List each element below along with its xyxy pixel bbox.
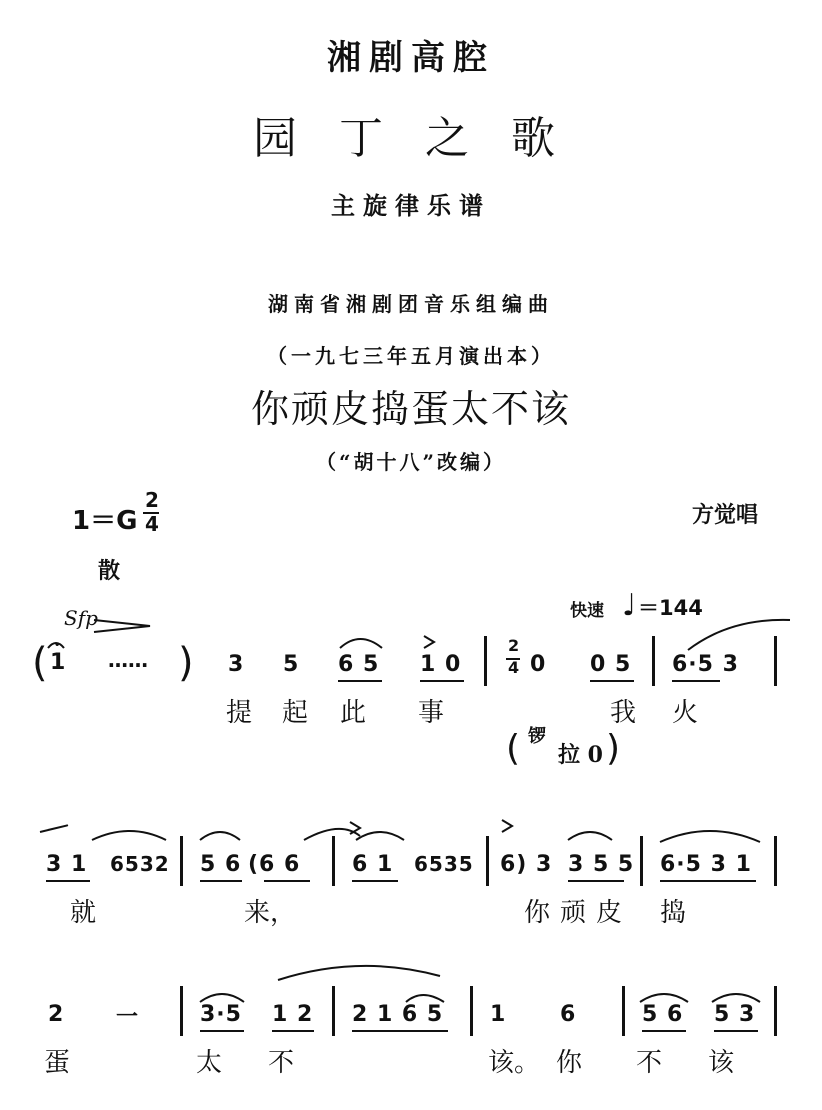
note-6532: 6532 [110, 852, 170, 876]
lyric-char: 我 [610, 698, 637, 728]
lyric-char: 提 [226, 698, 253, 728]
lyric-char: 该。 [488, 1048, 541, 1078]
key-signature: 1＝G [72, 506, 138, 536]
dash-extension: 一 [116, 1005, 140, 1030]
lyric-char: 捣 [660, 898, 687, 928]
beam-line [660, 880, 756, 882]
note-6-3: 6) 3 [500, 852, 553, 877]
gong-label: 锣 [528, 726, 546, 747]
note-3-5-5: 3 5 5 [568, 852, 635, 877]
beam-line [46, 880, 90, 882]
lyric-char: 此 [340, 698, 367, 728]
bar-line [484, 636, 487, 686]
lyric-char: 你 [524, 898, 551, 928]
dynamics-mark: Sfp [64, 606, 98, 630]
beam-line [264, 880, 310, 882]
instrument-bracket-close: ) [606, 728, 621, 769]
bar-line [180, 836, 183, 886]
high-octave-dot: • [54, 640, 61, 651]
time-signature-top: 2 [145, 488, 159, 512]
continuation-dots: …… [108, 648, 148, 672]
lyric-char: 顽 [560, 898, 587, 928]
held-note: 1 [50, 650, 67, 675]
subtitle: 主旋律乐谱 [331, 191, 491, 220]
lyric-char: 皮 [596, 898, 623, 928]
bar-line [774, 836, 777, 886]
lyric-char: 起 [282, 698, 309, 728]
beam-line [672, 680, 720, 682]
note-6535: 6535 [414, 852, 474, 876]
edition-note: （一九七三年五月演出本） [267, 344, 555, 368]
bar-line [652, 636, 655, 686]
beam-line [590, 680, 634, 682]
beam-line [352, 1030, 448, 1032]
beam-line [352, 880, 398, 882]
bar-line [332, 986, 335, 1036]
page-title: 园 丁 之 歌 [253, 113, 569, 164]
beam-line [272, 1030, 314, 1032]
note-5-3: 5 3 [714, 1002, 756, 1027]
note-3-5: 3·5 [200, 1002, 242, 1027]
note-3: 3 [228, 652, 245, 677]
lyric-char: 太 [196, 1048, 223, 1078]
bar-line [180, 986, 183, 1036]
beam-line [568, 880, 624, 882]
bar-line [774, 636, 777, 686]
note-3-1: 3 1 [46, 852, 88, 877]
lyric-char: 该 [708, 1048, 735, 1078]
beam-line [200, 880, 242, 882]
lyric-char: 来， [244, 898, 297, 928]
note-6: 6 [560, 1002, 577, 1027]
lyric-char: 不 [268, 1048, 295, 1078]
bar-line [622, 986, 625, 1036]
lyric-char: 事 [418, 698, 445, 728]
composer-credit: 湖南省湘剧团音乐组编曲 [268, 292, 554, 316]
lyric-char: 不 [636, 1048, 663, 1078]
meter-change-bottom: 4 [508, 658, 520, 677]
tempo-value: ＝144 [638, 596, 703, 620]
lyric-char: 火 [672, 698, 699, 728]
beam-line [338, 680, 382, 682]
lyric-char: 你 [556, 1048, 583, 1078]
note-6-1: 6 1 [352, 852, 394, 877]
lyric-char: 蛋 [44, 1048, 71, 1078]
note-1-2: 1 2 [272, 1002, 314, 1027]
beam-line [642, 1030, 686, 1032]
bar-line [486, 836, 489, 886]
time-signature-bottom: 4 [145, 512, 159, 536]
beam-line [714, 1030, 758, 1032]
instrument-note: 拉 0 [558, 742, 603, 768]
close-parenthesis: ) [178, 640, 194, 686]
note-5: 5 [283, 652, 300, 677]
meter-change-top: 2 [508, 636, 520, 655]
note-6-5-3: 6·5 3 [672, 652, 739, 677]
lyric-char: 就 [70, 898, 97, 928]
note-6-6: (6 6 [248, 852, 301, 877]
note-6-5-3-1: 6·5 3 1 [660, 852, 752, 877]
free-tempo-mark: 散 [98, 558, 121, 584]
note-1-0: 1 0 [420, 652, 462, 677]
note-0: 0 [530, 652, 547, 677]
quarter-note-icon: ♩ [622, 588, 637, 623]
source-note: （“胡十八”改编） [315, 450, 506, 474]
note-2: 2 [48, 1002, 65, 1027]
instrument-bracket: ( [506, 728, 521, 769]
song-title: 你顽皮捣蛋太不该 [250, 387, 571, 431]
bar-line [332, 836, 335, 886]
note-5-6: 5 6 [642, 1002, 684, 1027]
note-1: 1 [490, 1002, 507, 1027]
beam-line [200, 1030, 244, 1032]
note-6-5: 6 5 [338, 652, 380, 677]
note-0-5: 0 5 [590, 652, 632, 677]
bar-line [640, 836, 643, 886]
bar-line [774, 986, 777, 1036]
open-parenthesis: ( [32, 640, 48, 686]
note-5-6: 5 6 [200, 852, 242, 877]
bar-line [470, 986, 473, 1036]
singer-credit: 方觉唱 [692, 502, 759, 528]
tempo-word: 快速 [570, 601, 604, 621]
genre-heading: 湘剧高腔 [327, 38, 495, 78]
beam-line [420, 680, 464, 682]
note-2-1-6-5: 2 1 6 5 [352, 1002, 444, 1027]
